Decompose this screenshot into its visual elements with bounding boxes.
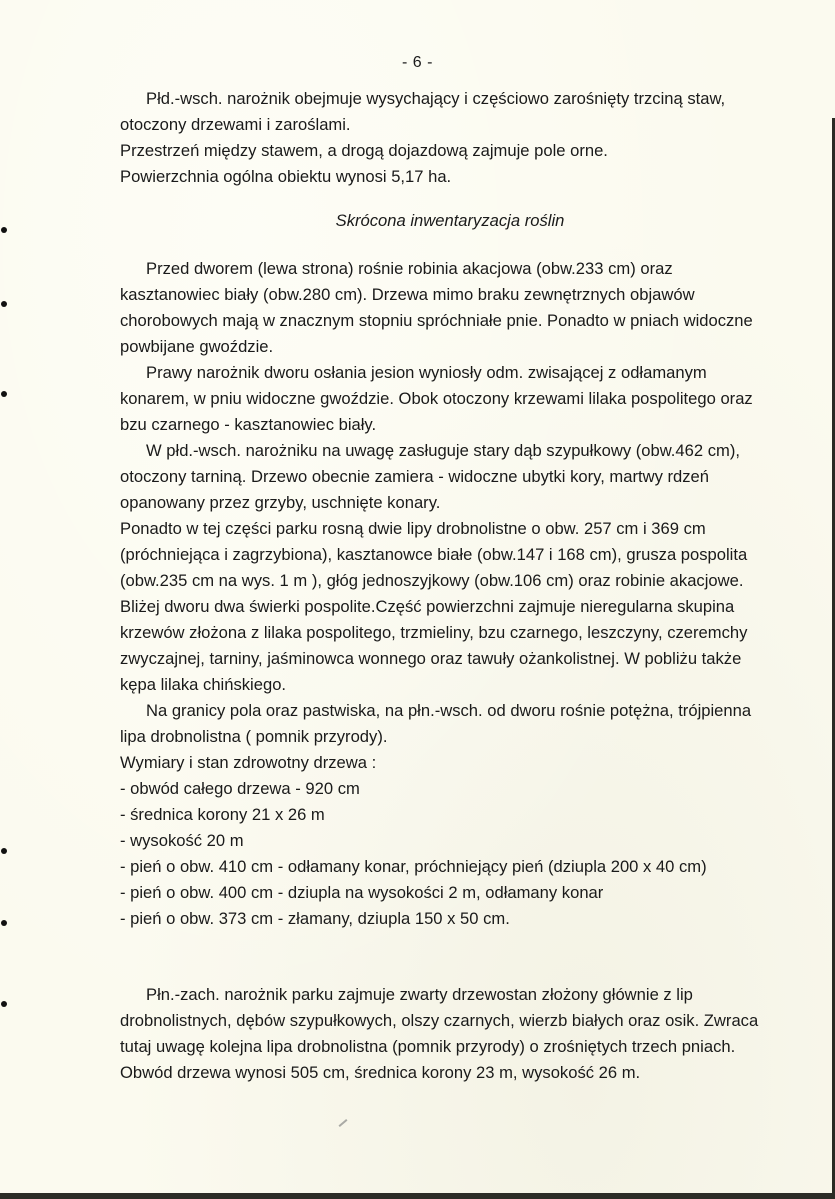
measurement-item: - średnica korony 21 x 26 m [120,805,325,824]
measurement-item: - pień o obw. 400 cm - dziupla na wysokości 2 m, odłamany konar [120,883,604,902]
punch-hole-mark [1,848,7,854]
punch-hole-mark [1,301,7,307]
measurement-item: - wysokość 20 m [120,831,244,850]
paragraph-other-species: Ponadto w tej części parku rosną dwie lipy drobnolistne o obw. 257 cm i 369 cm (próchniejąca i zagrzybiona), kasztanowce białe (obw.147 i 168 cm), grusza pospolita (obw.235 cm na wys. 1 m ), głóg jednoszyjkowy (obw.106 cm) oraz robinie akacjowe. Bliżej dworu dwa świerki pospolite.Część powierzchni zajmuje nieregularna skupina krzewów złożona z lilaka pospolitego, trzmieliny, bzu czarnego, leszczyny, czeremchy zwyczajnej, tarniny, jaśminowca wonnego oraz tawuły ożankolistnej. W pobliżu także kępa lilaka chińskiego. [120,519,748,694]
section-heading: Skrócona inwentaryzacja roślin [335,211,565,230]
paragraph-spacer [120,932,760,958]
document-body [120,86,760,1086]
intro-line-3: Powierzchnia ogólna obiektu wynosi 5,17 ha. [120,167,452,186]
measurements-heading: Wymiary i stan zdrowotny drzewa : [120,753,377,772]
paragraph-front-of-manor: Przed dworem (lewa strona) rośnie robinia akacjowa (obw.233 cm) oraz kasztanowiec biały (obw.280 cm). Drzewa mimo braku zewnętrznych objawów chorobowych mają w znacznym stopniu spróchniałe pnie. Ponadto w pniach widoczne powbijane gwoździe. [120,259,753,356]
measurement-item: - pień o obw. 410 cm - odłamany konar, próchniejący pień (dziupla 200 x 40 cm) [120,857,707,876]
punch-hole-mark [1,1001,7,1007]
measurement-item: - pień o obw. 373 cm - złamany, dziupla 150 x 50 cm. [120,909,510,928]
punch-hole-mark [1,391,7,397]
paragraph-linden-monument: Na granicy pola oraz pastwiska, na płn.-wsch. od dworu rośnie potężna, trójpienna lipa drobnolistna ( pomnik przyrody). [120,701,752,746]
paragraph-northwest-corner: Płn.-zach. narożnik parku zajmuje zwarty drzewostan złożony głównie z lip drobnolistnych, dębów szypułkowych, olszy czarnych, wierzb białych oraz osik. Zwraca tutaj uwagę kolejna lipa drobnolistna (pomnik przyrody) o zrośniętych trzech pniach. Obwód drzewa wynosi 505 cm, średnica korony 23 m, wysokość 26 m. [120,985,759,1082]
paragraph-right-corner: Prawy narożnik dworu osłania jesion wyniosły odm. zwisającej z odłamanym konarem, w pniu widoczne gwoździe. Obok otoczony krzewami lilaka pospolitego oraz bzu czarnego - kasztanowiec biały. [120,363,753,434]
paragraph-southeast-corner: W płd.-wsch. narożniku na uwagę zasługuje stary dąb szypułkowy (obw.462 cm), otoczony tarniną. Drzewo obecnie zamiera - widoczne ubytki kory, martwy rdzeń opanowany przez grzyby, uschnięte konary. [120,441,740,512]
scan-edge-bottom [0,1193,835,1199]
intro-line-2: Przestrzeń między stawem, a drogą dojazdową zajmuje pole orne. [120,141,608,160]
measurements-list [120,776,760,932]
measurement-item: - obwód całego drzewa - 920 cm [120,779,360,798]
page-number: - 6 - [402,54,433,71]
punch-hole-mark [1,920,7,926]
intro-line-1: Płd.-wsch. narożnik obejmuje wysychający i częściowo zarośnięty trzciną staw, otoczony drzewami i zaroślami. [120,89,726,134]
punch-hole-mark [1,227,7,233]
